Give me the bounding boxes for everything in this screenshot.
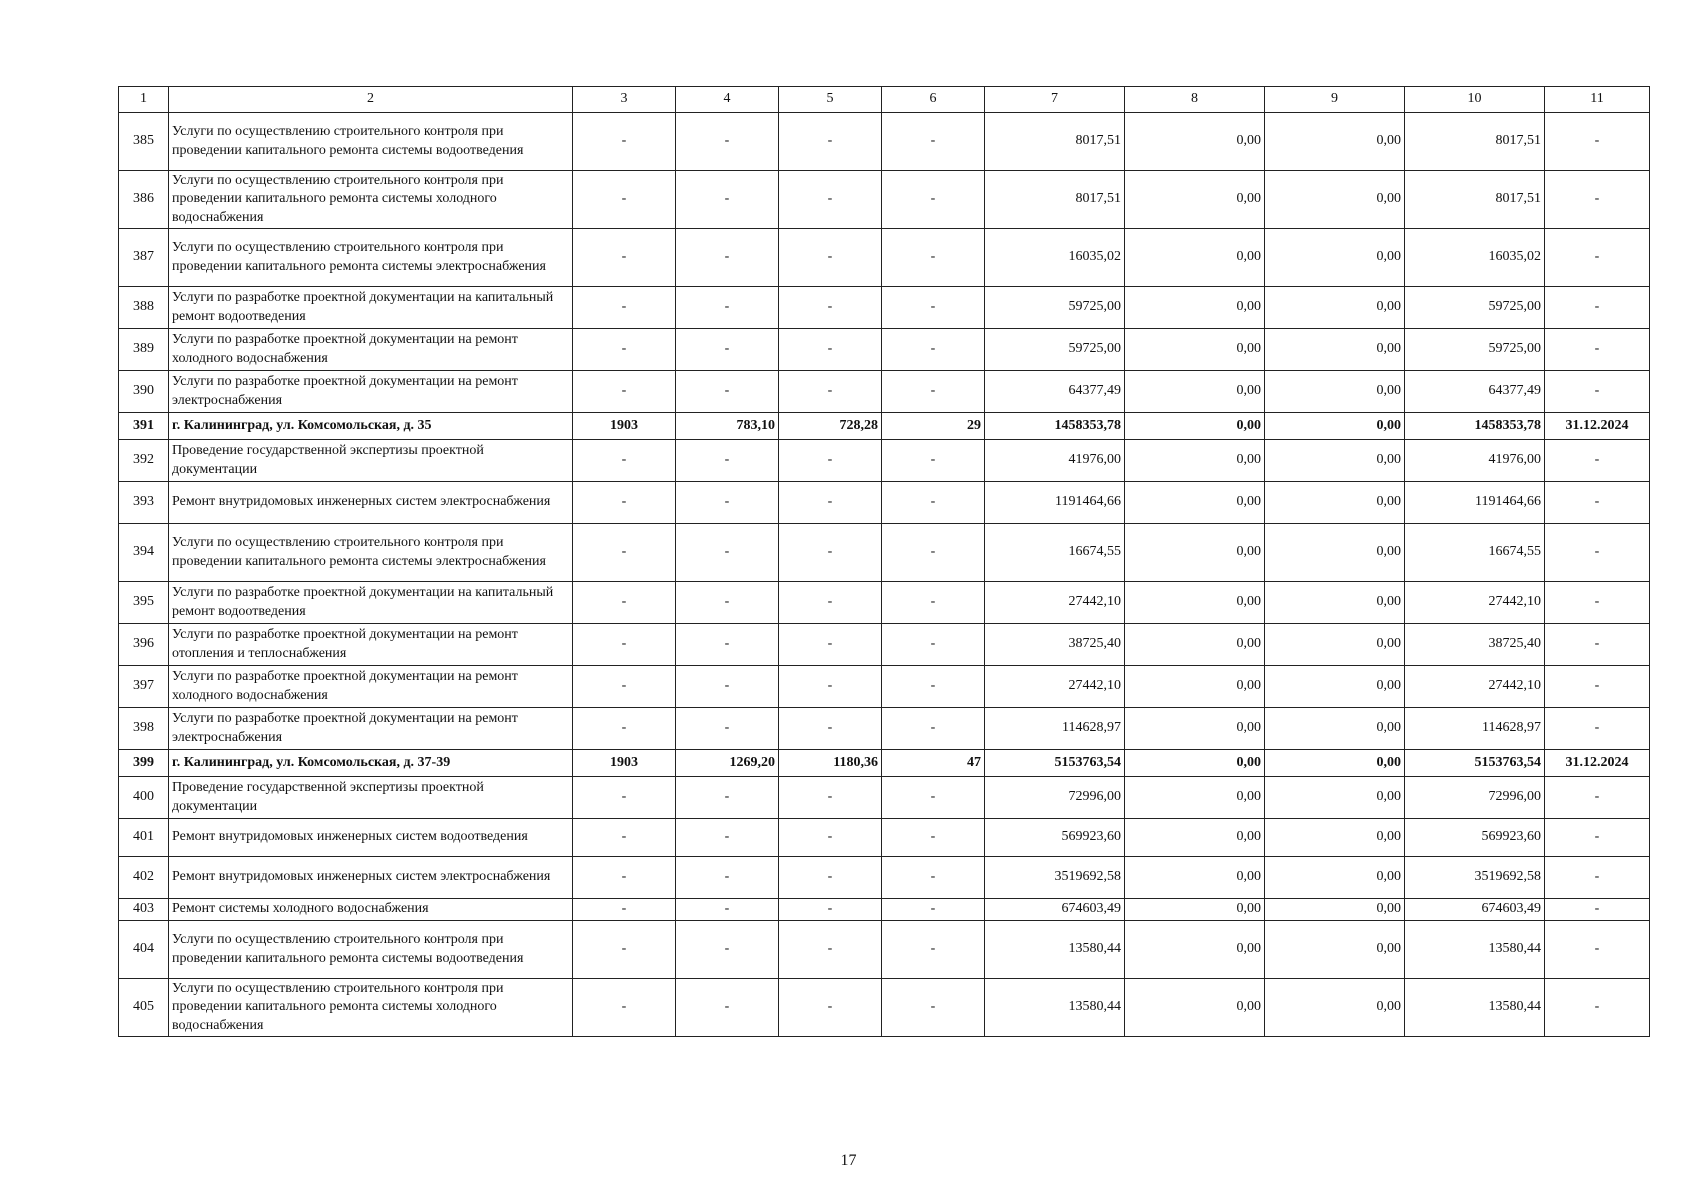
col-8-cell: 0,00: [1125, 582, 1265, 624]
col-7-total-cell: 59725,00: [985, 329, 1125, 371]
description-cell: Услуги по разработке проектной документации на ремонт электроснабжения: [169, 371, 573, 413]
column-header-3: 3: [573, 87, 676, 113]
table-row: [119, 329, 1650, 371]
col-3-cell: -: [573, 979, 676, 1037]
col-6-cell: -: [882, 371, 985, 413]
col-3-cell: -: [573, 899, 676, 921]
col-4-cell: -: [676, 857, 779, 899]
col-4-cell: -: [676, 899, 779, 921]
col-10-cell: 569923,60: [1405, 819, 1545, 857]
col-7-total-cell: 569923,60: [985, 819, 1125, 857]
col-8-cell: 0,00: [1125, 113, 1265, 171]
description-cell: Услуги по разработке проектной документации на ремонт холодного водоснабжения: [169, 666, 573, 708]
col-11-cell: -: [1545, 287, 1650, 329]
col-9-cell: 0,00: [1265, 171, 1405, 229]
col-11-cell: -: [1545, 171, 1650, 229]
col-5-cell: -: [779, 371, 882, 413]
col-11-cell: -: [1545, 666, 1650, 708]
col-11-cell: -: [1545, 329, 1650, 371]
description-cell: Ремонт системы холодного водоснабжения: [169, 899, 573, 921]
col-6-cell: -: [882, 777, 985, 819]
col-8-cell: 0,00: [1125, 979, 1265, 1037]
col-11-cell: -: [1545, 582, 1650, 624]
col-11-cell: -: [1545, 921, 1650, 979]
col-7-total-cell: 59725,00: [985, 287, 1125, 329]
col-11-cell: -: [1545, 777, 1650, 819]
col-8-cell: 0,00: [1125, 666, 1265, 708]
col-6-cell: -: [882, 857, 985, 899]
col-10-cell: 64377,49: [1405, 371, 1545, 413]
col-4-cell: -: [676, 229, 779, 287]
col-7-total-cell: 674603,49: [985, 899, 1125, 921]
col-7-total-cell: 64377,49: [985, 371, 1125, 413]
table-row: [119, 979, 1650, 1037]
row-number-cell: 387: [119, 229, 169, 287]
col-4-cell: -: [676, 524, 779, 582]
address-row: [119, 750, 1650, 777]
row-number-cell: 393: [119, 482, 169, 524]
col-4-cell: -: [676, 819, 779, 857]
col-8-cell: 0,00: [1125, 413, 1265, 440]
col-4-cell: 1269,20: [676, 750, 779, 777]
table-row: [119, 113, 1650, 171]
column-header-9: 9: [1265, 87, 1405, 113]
col-9-cell: 0,00: [1265, 979, 1405, 1037]
register-table: [118, 86, 1650, 1037]
col-3-cell: -: [573, 582, 676, 624]
row-number-cell: 388: [119, 287, 169, 329]
col-6-cell: -: [882, 582, 985, 624]
row-number-cell: 405: [119, 979, 169, 1037]
row-number-cell: 389: [119, 329, 169, 371]
col-3-cell: 1903: [573, 750, 676, 777]
col-5-cell: -: [779, 857, 882, 899]
col-9-cell: 0,00: [1265, 371, 1405, 413]
col-3-cell: -: [573, 371, 676, 413]
col-4-cell: -: [676, 624, 779, 666]
col-3-cell: -: [573, 624, 676, 666]
col-9-cell: 0,00: [1265, 524, 1405, 582]
col-3-cell: -: [573, 857, 676, 899]
col-4-cell: -: [676, 482, 779, 524]
col-9-cell: 0,00: [1265, 857, 1405, 899]
col-8-cell: 0,00: [1125, 921, 1265, 979]
description-cell: Ремонт внутридомовых инженерных систем электроснабжения: [169, 482, 573, 524]
col-8-cell: 0,00: [1125, 524, 1265, 582]
col-10-cell: 59725,00: [1405, 329, 1545, 371]
col-3-cell: -: [573, 287, 676, 329]
col-9-cell: 0,00: [1265, 819, 1405, 857]
table-row: [119, 777, 1650, 819]
col-3-cell: -: [573, 440, 676, 482]
col-7-total-cell: 13580,44: [985, 979, 1125, 1037]
col-10-cell: 13580,44: [1405, 979, 1545, 1037]
column-header-4: 4: [676, 87, 779, 113]
col-6-cell: 29: [882, 413, 985, 440]
column-header-5: 5: [779, 87, 882, 113]
row-number-cell: 396: [119, 624, 169, 666]
col-7-total-cell: 13580,44: [985, 921, 1125, 979]
col-3-cell: -: [573, 229, 676, 287]
col-5-cell: 728,28: [779, 413, 882, 440]
col-6-cell: -: [882, 113, 985, 171]
col-5-cell: -: [779, 666, 882, 708]
col-5-cell: -: [779, 113, 882, 171]
col-6-cell: -: [882, 524, 985, 582]
col-11-cell: -: [1545, 482, 1650, 524]
col-3-cell: -: [573, 113, 676, 171]
col-9-cell: 0,00: [1265, 708, 1405, 750]
table-row: [119, 708, 1650, 750]
col-6-cell: -: [882, 819, 985, 857]
col-3-cell: -: [573, 524, 676, 582]
col-9-cell: 0,00: [1265, 921, 1405, 979]
col-4-cell: -: [676, 708, 779, 750]
table-row: [119, 440, 1650, 482]
col-9-cell: 0,00: [1265, 113, 1405, 171]
description-cell: Услуги по разработке проектной документации на капитальный ремонт водоотведения: [169, 287, 573, 329]
table-row: [119, 482, 1650, 524]
col-10-cell: 8017,51: [1405, 171, 1545, 229]
col-6-cell: -: [882, 171, 985, 229]
table-row: [119, 921, 1650, 979]
table-row: [119, 524, 1650, 582]
description-cell: Услуги по осуществлению строительного контроля при проведении капитального ремонта системы водоотведения: [169, 921, 573, 979]
col-8-cell: 0,00: [1125, 440, 1265, 482]
col-6-cell: -: [882, 482, 985, 524]
col-11-cell: -: [1545, 440, 1650, 482]
col-5-cell: -: [779, 819, 882, 857]
description-cell: Услуги по осуществлению строительного контроля при проведении капитального ремонта системы холодного водоснабжения: [169, 171, 573, 229]
col-10-cell: 8017,51: [1405, 113, 1545, 171]
description-cell: Ремонт внутридомовых инженерных систем водоотведения: [169, 819, 573, 857]
col-8-cell: 0,00: [1125, 329, 1265, 371]
col-9-cell: 0,00: [1265, 482, 1405, 524]
col-5-cell: -: [779, 329, 882, 371]
row-number-cell: 402: [119, 857, 169, 899]
col-11-cell: -: [1545, 229, 1650, 287]
table-row: [119, 857, 1650, 899]
col-6-cell: -: [882, 899, 985, 921]
col-11-cell: -: [1545, 624, 1650, 666]
col-8-cell: 0,00: [1125, 624, 1265, 666]
col-8-cell: 0,00: [1125, 482, 1265, 524]
col-6-cell: -: [882, 708, 985, 750]
col-3-cell: -: [573, 777, 676, 819]
col-5-cell: -: [779, 921, 882, 979]
col-7-total-cell: 27442,10: [985, 582, 1125, 624]
col-11-cell: -: [1545, 899, 1650, 921]
row-number-cell: 392: [119, 440, 169, 482]
col-4-cell: -: [676, 666, 779, 708]
address-row: [119, 413, 1650, 440]
col-10-cell: 3519692,58: [1405, 857, 1545, 899]
col-9-cell: 0,00: [1265, 750, 1405, 777]
col-10-cell: 27442,10: [1405, 666, 1545, 708]
description-cell: Услуги по осуществлению строительного контроля при проведении капитального ремонта системы электроснабжения: [169, 524, 573, 582]
col-5-cell: -: [779, 287, 882, 329]
description-cell: г. Калининград, ул. Комсомольская, д. 37-39: [169, 750, 573, 777]
col-11-cell: -: [1545, 708, 1650, 750]
col-3-cell: -: [573, 708, 676, 750]
col-7-total-cell: 16674,55: [985, 524, 1125, 582]
column-header-6: 6: [882, 87, 985, 113]
col-9-cell: 0,00: [1265, 287, 1405, 329]
table-row: [119, 287, 1650, 329]
col-10-cell: 1191464,66: [1405, 482, 1545, 524]
col-7-total-cell: 16035,02: [985, 229, 1125, 287]
col-11-cell: -: [1545, 524, 1650, 582]
col-7-total-cell: 8017,51: [985, 171, 1125, 229]
col-4-cell: -: [676, 287, 779, 329]
page-number: 17: [840, 1152, 857, 1169]
description-cell: Услуги по разработке проектной документации на ремонт отопления и теплоснабжения: [169, 624, 573, 666]
col-7-total-cell: 1191464,66: [985, 482, 1125, 524]
table-row: [119, 666, 1650, 708]
col-11-cell: -: [1545, 113, 1650, 171]
row-number-cell: 399: [119, 750, 169, 777]
row-number-cell: 397: [119, 666, 169, 708]
description-cell: Услуги по осуществлению строительного контроля при проведении капитального ремонта системы электроснабжения: [169, 229, 573, 287]
col-9-cell: 0,00: [1265, 666, 1405, 708]
col-5-cell: -: [779, 171, 882, 229]
col-3-cell: -: [573, 819, 676, 857]
row-number-cell: 386: [119, 171, 169, 229]
col-5-cell: -: [779, 979, 882, 1037]
col-9-cell: 0,00: [1265, 329, 1405, 371]
col-5-cell: -: [779, 708, 882, 750]
description-cell: Проведение государственной экспертизы проектной документации: [169, 777, 573, 819]
col-10-cell: 72996,00: [1405, 777, 1545, 819]
col-8-cell: 0,00: [1125, 819, 1265, 857]
col-4-cell: 783,10: [676, 413, 779, 440]
col-10-cell: 13580,44: [1405, 921, 1545, 979]
col-8-cell: 0,00: [1125, 857, 1265, 899]
column-header-11: 11: [1545, 87, 1650, 113]
row-number-cell: 403: [119, 899, 169, 921]
column-header-2: 2: [169, 87, 573, 113]
col-7-total-cell: 114628,97: [985, 708, 1125, 750]
col-3-cell: -: [573, 329, 676, 371]
col-7-total-cell: 41976,00: [985, 440, 1125, 482]
col-8-cell: 0,00: [1125, 899, 1265, 921]
col-9-cell: 0,00: [1265, 777, 1405, 819]
col-8-cell: 0,00: [1125, 287, 1265, 329]
col-5-cell: -: [779, 582, 882, 624]
description-cell: Услуги по осуществлению строительного контроля при проведении капитального ремонта системы водоотведения: [169, 113, 573, 171]
table-row: [119, 624, 1650, 666]
row-number-cell: 391: [119, 413, 169, 440]
col-9-cell: 0,00: [1265, 440, 1405, 482]
col-4-cell: -: [676, 371, 779, 413]
col-4-cell: -: [676, 582, 779, 624]
col-4-cell: -: [676, 171, 779, 229]
table-row: [119, 171, 1650, 229]
row-number-cell: 385: [119, 113, 169, 171]
col-4-cell: -: [676, 979, 779, 1037]
col-3-cell: 1903: [573, 413, 676, 440]
col-11-cell: -: [1545, 857, 1650, 899]
col-6-cell: -: [882, 921, 985, 979]
description-cell: Проведение государственной экспертизы проектной документации: [169, 440, 573, 482]
col-4-cell: -: [676, 113, 779, 171]
col-10-cell: 38725,40: [1405, 624, 1545, 666]
col-8-cell: 0,00: [1125, 171, 1265, 229]
col-5-cell: 1180,36: [779, 750, 882, 777]
col-10-cell: 27442,10: [1405, 582, 1545, 624]
col-10-cell: 5153763,54: [1405, 750, 1545, 777]
header-row: [119, 87, 1650, 113]
col-11-cell: 31.12.2024: [1545, 413, 1650, 440]
col-3-cell: -: [573, 171, 676, 229]
col-3-cell: -: [573, 666, 676, 708]
col-10-cell: 41976,00: [1405, 440, 1545, 482]
row-number-cell: 398: [119, 708, 169, 750]
col-8-cell: 0,00: [1125, 371, 1265, 413]
column-header-8: 8: [1125, 87, 1265, 113]
row-number-cell: 390: [119, 371, 169, 413]
description-cell: Услуги по осуществлению строительного контроля при проведении капитального ремонта системы холодного водоснабжения: [169, 979, 573, 1037]
col-11-cell: 31.12.2024: [1545, 750, 1650, 777]
col-7-total-cell: 1458353,78: [985, 413, 1125, 440]
col-4-cell: -: [676, 777, 779, 819]
col-8-cell: 0,00: [1125, 708, 1265, 750]
col-5-cell: -: [779, 524, 882, 582]
description-cell: Услуги по разработке проектной документации на ремонт холодного водоснабжения: [169, 329, 573, 371]
col-11-cell: -: [1545, 819, 1650, 857]
col-4-cell: -: [676, 440, 779, 482]
table-row: [119, 819, 1650, 857]
col-7-total-cell: 27442,10: [985, 666, 1125, 708]
col-7-total-cell: 3519692,58: [985, 857, 1125, 899]
col-5-cell: -: [779, 777, 882, 819]
col-6-cell: 47: [882, 750, 985, 777]
col-8-cell: 0,00: [1125, 750, 1265, 777]
col-10-cell: 59725,00: [1405, 287, 1545, 329]
col-6-cell: -: [882, 287, 985, 329]
col-8-cell: 0,00: [1125, 229, 1265, 287]
col-3-cell: -: [573, 921, 676, 979]
column-header-1: 1: [119, 87, 169, 113]
col-9-cell: 0,00: [1265, 229, 1405, 287]
table-row: [119, 899, 1650, 921]
row-number-cell: 395: [119, 582, 169, 624]
col-7-total-cell: 38725,40: [985, 624, 1125, 666]
col-4-cell: -: [676, 921, 779, 979]
col-4-cell: -: [676, 329, 779, 371]
table-row: [119, 371, 1650, 413]
col-9-cell: 0,00: [1265, 899, 1405, 921]
column-header-10: 10: [1405, 87, 1545, 113]
col-10-cell: 16035,02: [1405, 229, 1545, 287]
description-cell: Ремонт внутридомовых инженерных систем электроснабжения: [169, 857, 573, 899]
row-number-cell: 404: [119, 921, 169, 979]
table-row: [119, 229, 1650, 287]
col-9-cell: 0,00: [1265, 624, 1405, 666]
col-7-total-cell: 72996,00: [985, 777, 1125, 819]
col-11-cell: -: [1545, 371, 1650, 413]
description-cell: г. Калининград, ул. Комсомольская, д. 35: [169, 413, 573, 440]
col-10-cell: 1458353,78: [1405, 413, 1545, 440]
col-10-cell: 16674,55: [1405, 524, 1545, 582]
col-9-cell: 0,00: [1265, 582, 1405, 624]
col-5-cell: -: [779, 482, 882, 524]
col-6-cell: -: [882, 666, 985, 708]
col-10-cell: 674603,49: [1405, 899, 1545, 921]
col-7-total-cell: 5153763,54: [985, 750, 1125, 777]
col-6-cell: -: [882, 979, 985, 1037]
col-5-cell: -: [779, 624, 882, 666]
column-header-7: 7: [985, 87, 1125, 113]
description-cell: Услуги по разработке проектной документации на капитальный ремонт водоотведения: [169, 582, 573, 624]
table-row: [119, 582, 1650, 624]
description-cell: Услуги по разработке проектной документации на ремонт электроснабжения: [169, 708, 573, 750]
col-10-cell: 114628,97: [1405, 708, 1545, 750]
col-7-total-cell: 8017,51: [985, 113, 1125, 171]
row-number-cell: 401: [119, 819, 169, 857]
col-5-cell: -: [779, 899, 882, 921]
row-number-cell: 394: [119, 524, 169, 582]
col-6-cell: -: [882, 440, 985, 482]
col-5-cell: -: [779, 229, 882, 287]
col-6-cell: -: [882, 624, 985, 666]
col-5-cell: -: [779, 440, 882, 482]
col-9-cell: 0,00: [1265, 413, 1405, 440]
col-3-cell: -: [573, 482, 676, 524]
col-6-cell: -: [882, 329, 985, 371]
col-11-cell: -: [1545, 979, 1650, 1037]
col-6-cell: -: [882, 229, 985, 287]
row-number-cell: 400: [119, 777, 169, 819]
col-8-cell: 0,00: [1125, 777, 1265, 819]
